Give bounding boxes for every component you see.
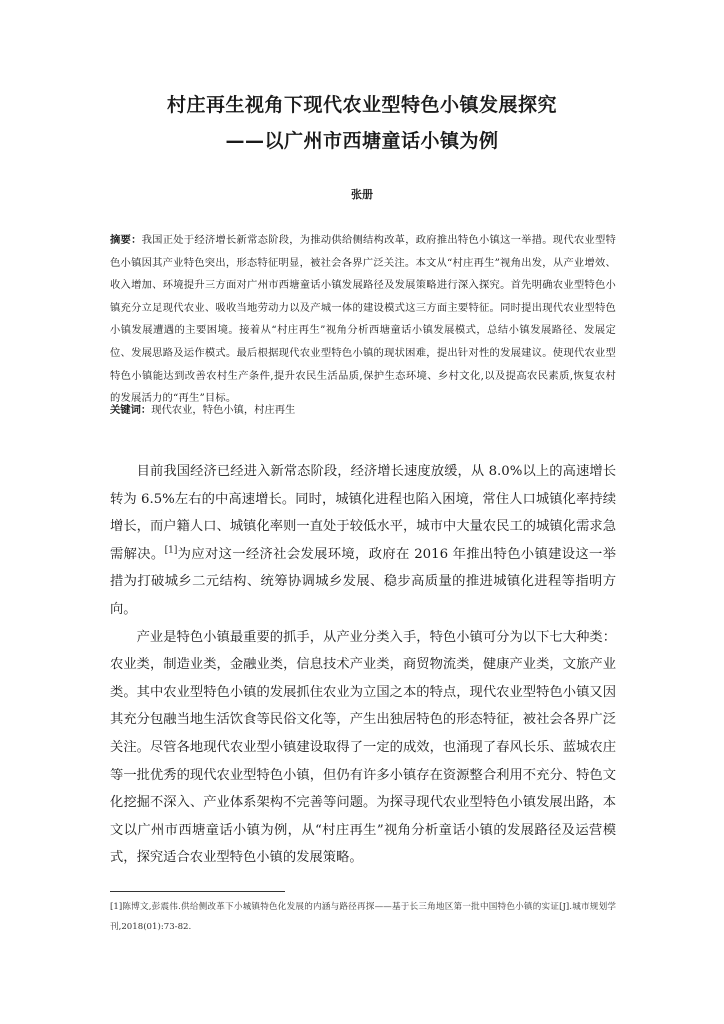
- footnote: [1]陈博文,彭震伟.供给侧改革下小城镇特色化发展的内涵与路径再探——基于长三角地区第一批中国特色小镇的实证[J].城市规划学刊,2018(01):73-82.: [110, 902, 616, 932]
- keywords: [110, 400, 616, 420]
- abstract: [110, 229, 616, 410]
- body-paragraph-1: [110, 458, 616, 624]
- footnote-reference[interactable]: [1]: [164, 545, 178, 556]
- footnote-divider: [110, 891, 285, 892]
- paragraph-1-text: 目前我国经济已经进入新常态阶段，经济增长速度放缓，从 8.0%以上的高速增长转为 6.5%左右的中高速增长。同时，城镇化进程也陷入困境，常住人口城镇化率持续增长，而户籍人口、城镇化率则一直处于较低水平，城市中大量农民工的城镇化需求急需解决。: [110, 464, 616, 562]
- abstract-text: 我国正处于经济增长新常态阶段，为推动供给侧结构改革，政府推出特色小镇这一举措。现代农业型特色小镇因其产业特色突出，形态特征明显，被社会各界广泛关注。本文从“村庄再生”视角出发，从产业增效、收入增加、环境提升三方面对广州市西塘童话小镇发展路径及发展策略进行深入探究。首先明确农业型特色小镇充分立足现代农业、吸收当地劳动力以及产城一体的建设模式这三方面主要特征。同时提出现代农业型特色小镇发展遭遇的主要困境。接着从“村庄再生”视角分析西塘童话小镇发展模式，总结小镇发展路径、发展定位、发展思路及运作模式。最后根据现代农业型特色小镇的现状困难，提出针对性的发展建议。使现代农业型特色小镇能达到改善农村生产条件,提升农民生活品质,保护生态环境、乡村文化,以及提高农民素质,恢复农村的发展活力的“再生”目标。: [110, 234, 617, 405]
- keywords-text: 现代农业，特色小镇，村庄再生: [151, 404, 296, 416]
- abstract-label: 摘要：: [110, 234, 142, 246]
- keywords-label: 关键词：: [110, 404, 152, 416]
- body-text: [110, 458, 616, 872]
- paper-title: 村庄再生视角下现代农业型特色小镇发展探究: [166, 94, 557, 116]
- paper-subtitle: ——以广州市西塘童话小镇为例: [225, 130, 499, 152]
- body-paragraph-2: 产业是特色小镇最重要的抓手，从产业分类入手，特色小镇可分为以下七大种类：农业类，制造业类，金融业类，信息技术产业类，商贸物流类，健康产业类，文旅产业类。其中农业型特色小镇的发展抓住农业为立国之本的特点，现代农业型特色小镇又因其充分包融当地生活饮食等民俗文化等，产生出独居特色的形态特征，被社会各界广泛关注。尽管各地现代农业型小镇建设取得了一定的成效，也涌现了春风长乐、蓝城农庄等一批优秀的现代农业型特色小镇，但仍有许多小镇存在资源整合利用不充分、特色文化挖掘不深入、产业体系架构不完善等问题。为探寻现代农业型特色小镇发展出路，本文以广州市西塘童话小镇为例，从“村庄再生”视角分析童话小镇的发展路径及运营模式，探究适合农业型特色小镇的发展策略。: [110, 629, 616, 866]
- author-name: 张册: [351, 188, 373, 201]
- paragraph-1-continued: 为应对这一经济社会发展环境，政府在 2016 年推出特色小镇建设这一举措为打破城乡二元结构、统筹协调城乡发展、稳步高质量的推进城镇化进程等指明方向。: [110, 546, 616, 617]
